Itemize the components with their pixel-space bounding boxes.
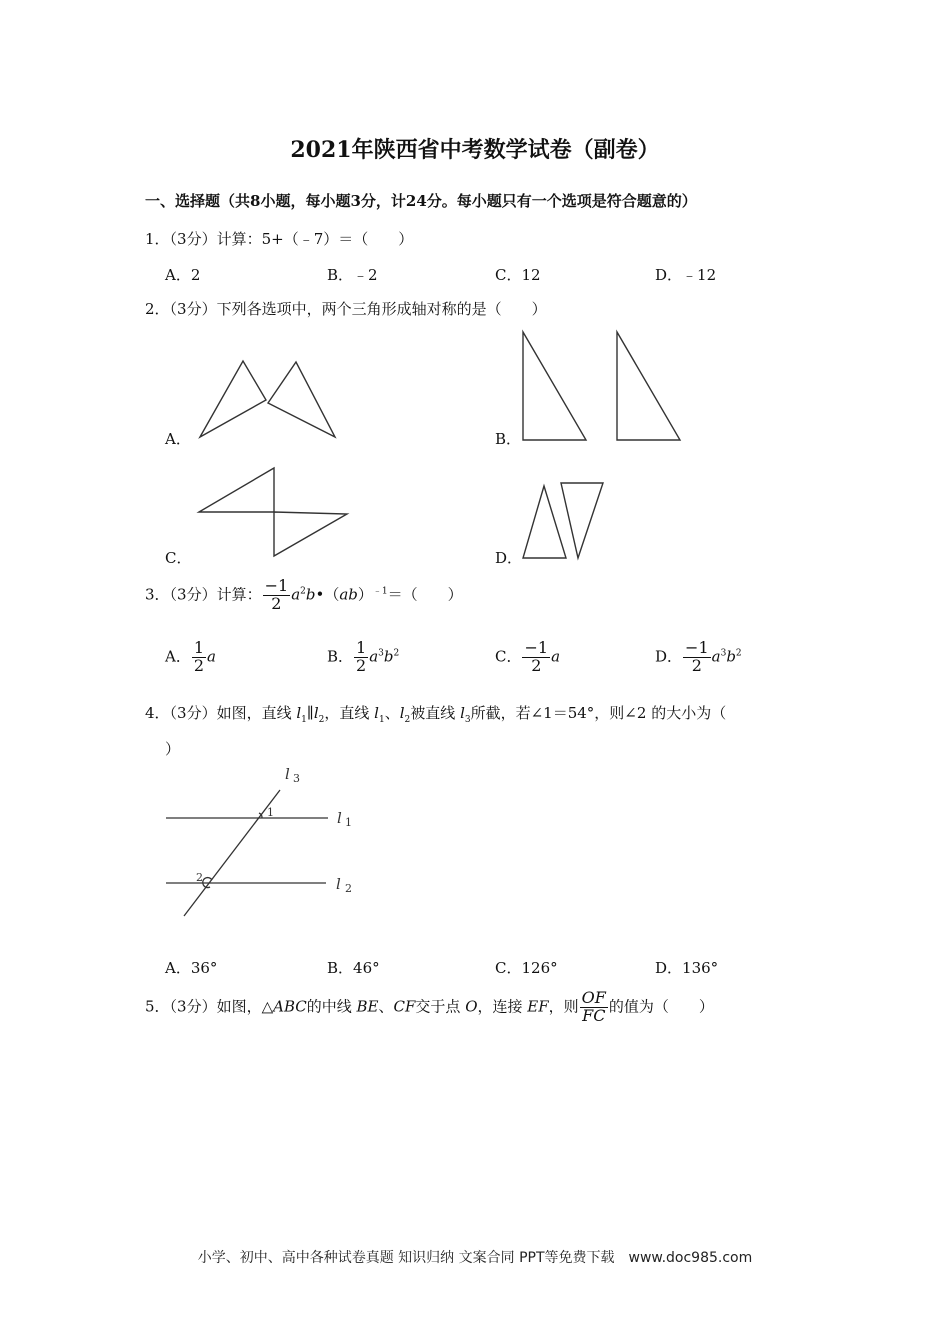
q5-cf: CF (393, 997, 416, 1016)
q3-d-den: 2 (691, 655, 702, 675)
q3-close: ） (357, 585, 373, 604)
q4-l2-a-sub: 2 (318, 715, 325, 725)
q5-text-6: 的值为（ ） (608, 997, 714, 1016)
q1-option-a: A．2 (165, 266, 201, 284)
label-l3-sub: 3 (293, 772, 300, 785)
q3-b-var-b: b (383, 647, 394, 666)
q4-parallel: ∥ (306, 704, 314, 722)
question-5-stem (145, 990, 714, 1025)
q2-option-c: C． (165, 549, 192, 567)
q4-l2-b: l (399, 704, 405, 722)
label-angle-2: 2 (196, 871, 203, 884)
page-title: 2021年陕西省中考数学试卷（副卷） (290, 137, 660, 163)
q3-b-label: B． (327, 647, 354, 666)
q3-prefix: 3．（3分）计算： (145, 585, 262, 604)
q3-a-label: A． (165, 647, 191, 666)
q3-a-var: a (207, 647, 216, 666)
label-l1-sub: 1 (345, 816, 352, 829)
q3-b-den: 2 (356, 655, 367, 675)
q4-l3: l (460, 704, 465, 722)
label-l3: l (285, 765, 290, 783)
q5-ef: EF (527, 997, 549, 1016)
label-l2-sub: 2 (345, 882, 352, 895)
q3-var-a: a (291, 585, 301, 604)
q4-l1-b-sub: 1 (378, 715, 385, 725)
q3-b-num: 1 (356, 638, 367, 657)
q3-d-exp-b: 2 (735, 648, 742, 659)
q4-text-3: 被直线 (410, 704, 461, 722)
q5-frac-num: OF (581, 988, 606, 1007)
q3-b-exp-a: 3 (378, 648, 384, 659)
q4-text-1: 4．（3分）如图，直线 (145, 704, 297, 722)
q3-a-num: 1 (193, 638, 205, 657)
q3-frac-num: −1 (264, 576, 289, 595)
q2-option-b: B． (495, 430, 522, 448)
q3-suffix: ＝（ ） (387, 585, 463, 604)
q5-text-5: ，则 (548, 997, 579, 1016)
q4-l1-a: l (296, 704, 302, 722)
q4-sep: 、 (384, 704, 400, 722)
q4-text-4: 所截，若∠1＝54°，则∠2 的大小为（ (470, 704, 727, 722)
q3-c-label: C． (495, 647, 522, 666)
q3-mid: •（ (315, 585, 340, 604)
section-heading: 一、选择题（共8小题，每小题3分，计24分。每小题只有一个选项是符合题意的） (145, 192, 697, 210)
question-1-stem: 1．（3分）计算：5+（﹣7）＝（ ） (145, 230, 414, 248)
q5-text-1: 5．（3分）如图，△ (145, 997, 274, 1016)
q5-abc: ABC (273, 997, 307, 1016)
q5-frac-den: FC (582, 1005, 606, 1025)
label-l1: l (337, 809, 342, 827)
q3-c-den: 2 (531, 655, 542, 675)
q4-l1-b: l (374, 704, 379, 722)
label-angle-1: 1 (267, 806, 274, 819)
q4-option-c: C．126° (495, 959, 558, 977)
q4-option-b: B．46° (327, 959, 380, 977)
q1-option-c: C．12 (495, 266, 541, 284)
q3-d-var-a: a (711, 647, 721, 666)
label-l2: l (336, 875, 341, 893)
q5-text-2: 的中线 (306, 997, 357, 1016)
q3-b-exp-b: 2 (393, 648, 400, 659)
q4-l2-b-sub: 2 (404, 715, 411, 725)
q3-d-var-b: b (726, 647, 736, 666)
q4-l2-a: l (313, 704, 319, 722)
q2-option-a: A． (165, 430, 191, 448)
question-4-stem-line2: ） (165, 740, 181, 758)
question-2-stem: 2．（3分）下列各选项中，两个三角形成轴对称的是（ ） (145, 300, 547, 318)
q4-option-d: D．136° (655, 959, 719, 977)
q3-a-den: 2 (193, 655, 205, 675)
q3-c-num: −1 (524, 638, 549, 657)
q3-exp-neg1: ﹣1 (372, 586, 388, 597)
q3-var-b: b (305, 585, 316, 604)
q5-text-3: 交于点 (415, 997, 466, 1016)
line-l3 (184, 790, 280, 916)
q4-option-a: A．36° (165, 959, 218, 977)
footer-watermark: 小学、初中、高中各种试卷真题 知识归纳 文案合同 PPT等免费下载 www.doc985.com (197, 1250, 753, 1266)
q3-d-num: −1 (685, 638, 709, 657)
q5-be: BE (356, 997, 379, 1016)
q3-d-label: D． (655, 647, 683, 666)
q3-c-var: a (551, 647, 561, 666)
q3-b-var-a: a (369, 647, 379, 666)
q5-sep: 、 (378, 997, 394, 1016)
q5-text-4: ，连接 (477, 997, 528, 1016)
q3-ab: ab (339, 585, 358, 604)
q2-option-d: D． (495, 549, 523, 567)
q3-d-exp-a: 3 (720, 648, 727, 659)
q3-exp2: 2 (300, 586, 306, 597)
q4-l3-sub: 3 (464, 715, 471, 725)
q4-l1-a-sub: 1 (301, 715, 307, 725)
q5-o: O (465, 997, 478, 1016)
q1-option-d: D．﹣12 (655, 266, 717, 284)
q1-option-b: B．﹣2 (327, 266, 378, 284)
q4-text-2: ，直线 (324, 704, 375, 722)
q3-frac-den: 2 (271, 593, 282, 613)
q5-fraction (580, 990, 608, 1025)
